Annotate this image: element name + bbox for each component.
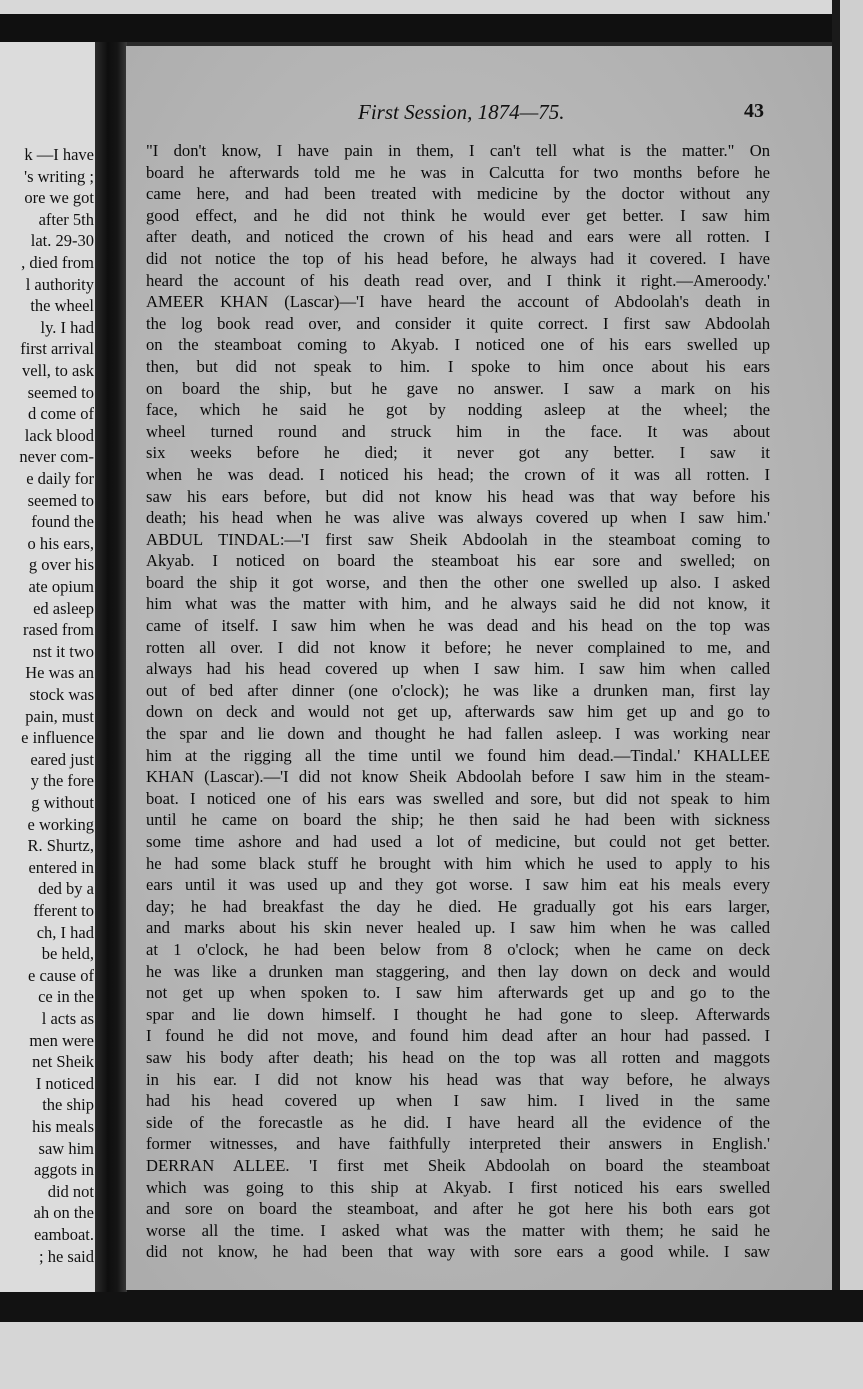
body-text-line: DERRAN ALLEE. 'I first met Sheik Abdoolah on board the steamboat [146,1155,770,1175]
left-page-line: lack blood [24,425,94,445]
body-text-line: spar and lie down himself. I thought he had gone to sleep. Afterwards [146,1004,770,1024]
left-page-line: after 5th [38,209,94,229]
left-page-line: nst it two [32,641,94,661]
book-gutter [95,42,127,1292]
left-page-line: , died from [21,253,94,272]
left-page-line: e daily for [26,469,94,488]
left-page-line: ate opium [28,577,94,596]
left-page-line: e working [27,814,94,834]
left-page-line: g without [31,793,94,812]
left-page-line: eamboat. [33,1225,94,1244]
body-text-line: the log book read over, and consider it quite correct. I first saw Abdoolah [146,313,770,333]
left-page-line: He was an [25,663,94,683]
body-text-line: saw his body after death; his head on the top was all rotten and maggots [146,1047,770,1067]
left-page-line: g over his [28,555,94,575]
left-page-line: ce in the [38,987,94,1007]
body-text-line: rotten all over. I did not know it before; he never complained to me, and [146,637,770,657]
body-text-line: saw his ears before, but did not know his head was that way before his [146,486,770,506]
body-text-line: when he was dead. I noticed his head; the crown of it was all rotten. I [146,464,770,484]
body-text-line: the spar and lie down and thought he had fallen asleep. I was working near [146,724,770,744]
body-text-line: boat. I noticed one of his ears was swelled and sore, but did not speak to him [146,788,770,808]
body-text-line: after death, and noticed the crown of his head and ears were all rotten. I [146,227,770,247]
left-page-line: found the [31,512,94,532]
left-page-line: his meals [32,1117,94,1136]
body-text-line: did not notice the top of his head before, he always had it covered. I have [146,248,770,268]
left-page-line: R. Shurtz, [27,836,94,856]
right-page [126,46,832,1290]
body-text-line: he had some black stuff he brought with him which he used to apply to his [146,853,770,873]
left-page-line: e cause of [28,965,94,985]
left-page-line: y the fore [30,771,94,791]
body-text-line: and marks about his skin never healed up. I saw him when he was called [146,918,770,938]
body-text-line: not get up when spoken to. I saw him afterwards get up and go to the [146,983,770,1003]
body-text-line: I found he did not move, and found him dead after an hour had passed. I [146,1026,770,1046]
left-page-line: seemed to [27,382,94,402]
body-text-line: on the steamboat coming to Akyab. I noticed one of his ears swelled up [146,335,770,355]
left-page-line: I noticed [35,1073,94,1093]
left-page-line: ; he said [39,1246,94,1266]
body-text-line: which was going to this ship at Akyab. I first noticed his ears swelled [146,1177,770,1197]
page-header [126,100,832,126]
body-text-line: "I don't know, I have pain in them, I can't tell what is the matter." On [146,141,770,160]
left-page-line: ly. I had [40,317,94,337]
scan-bottom-background [0,1322,863,1389]
body-text-line: ABDUL TINDAL:—'I first saw Sheik Abdoolah in the steamboat coming to [146,529,770,549]
body-text-line: out of bed after dinner (one o'clock); he was like a drunken man, first lay [146,680,770,700]
body-text-line: wheel turned round and struck him in the face. It was about [146,421,770,441]
scan-right-background [840,0,863,1389]
body-text-line: and sore on board the steamboat, and after he got here his both ears got [146,1199,770,1219]
scan-top-background [0,0,863,14]
body-text-line: then, but did not speak to him. I spoke to him once about his ears [146,356,770,376]
left-page-line: l authority [25,274,94,294]
left-page-line: men were [29,1030,94,1050]
left-page-fragment [0,42,98,1292]
left-page-line: e influence [21,728,94,748]
left-page-line: pain, must [25,706,94,726]
body-text-line: worse all the time. I asked what was the matter with them; he said he [146,1220,770,1240]
body-text-line: death; his head when he was alive was always covered up when I saw him.' [146,508,770,528]
left-page-line: did not [47,1181,94,1201]
left-page-line: seemed to [27,490,94,510]
page-body-text [146,140,770,1263]
left-page-line: the ship [42,1095,94,1115]
body-text-line: Akyab. I noticed on board the steamboat his ear sore and swelled; on [146,551,770,571]
left-page-line: never com- [19,447,94,467]
left-page-line: entered in [28,857,94,877]
left-page-line: ah on the [33,1203,94,1223]
body-text-line: day; he had breakfast the day he died. He gradually got his ears larger, [146,896,770,916]
body-text-line: in his ear. I did not know his head was that way before, he always [146,1069,770,1089]
body-text-line: good effect, and he did not think he would ever get better. I saw him [146,205,770,225]
left-page-line: 's writing ; [24,166,94,186]
left-page-line: the wheel [30,296,94,316]
body-text-line: board he afterwards told me he was in Calcutta for two months before he [146,162,770,182]
body-text-line: had his head covered up when I saw him. I lived in the same [146,1091,770,1111]
body-text-line: some time ashore and had used a lot of medicine, but could not get better. [146,832,770,851]
left-page-line: ore we got [24,188,94,208]
body-text-line: came of itself. I saw him when he was dead and his head on the top was [146,616,770,636]
body-text-line: on board the ship, but he gave no answer. I saw a mark on his [146,378,770,398]
body-text-line: heard the account of his death read over, and I think it right.—Ameroody.' [146,270,770,290]
left-page-line: saw him [38,1138,94,1158]
left-page-line: ch, I had [36,922,94,942]
left-page-line: d come of [28,404,94,424]
left-page-line: fferent to [33,901,94,920]
body-text-line: always had his head covered up when I saw him. I saw him when called [146,659,770,679]
left-page-line: net Sheik [32,1052,94,1072]
left-page-line: first arrival [20,339,94,359]
body-text-line: him what was the matter with him, and he always said he did not know, it [146,594,770,614]
body-text-line: side of the forecastle as he did. I have heard all the evidence of the [146,1112,770,1132]
body-text-line: board the ship it got worse, and then the other one swelled up also. I asked [146,572,770,592]
body-text-line: KHAN (Lascar).—'I did not know Sheik Abdoolah before I saw him in the steam- [146,767,770,787]
left-page-line: rased from [22,620,94,640]
page-number: 43 [744,100,764,122]
body-text-line: AMEER KHAN (Lascar)—'I have heard the account of Abdoolah's death in [146,292,770,312]
body-text-line: him at the rigging all the time until we found him dead.—Tindal.' KHALLEE [146,745,770,765]
left-page-line: k —I have [24,145,94,164]
left-page-line: ed asleep [33,598,94,618]
body-text-line: at 1 o'clock, he had been below from 8 o'clock; when he came on deck [146,939,770,959]
body-text-line: down on deck and would not get up, afterwards saw him get up and go to [146,702,770,722]
body-text-line: face, which he said he got by nodding asleep at the wheel; the [146,400,770,420]
body-text-line: until he came on board the ship; he then said he had been with sickness [146,810,770,830]
left-page-line: aggots in [33,1160,94,1180]
left-page-line: lat. 29-30 [30,231,94,251]
body-text-line: came here, and had been treated with medicine by the doctor without any [146,184,770,204]
left-page-line: ded by a [38,879,94,899]
session-title: First Session, 1874—75. [358,100,565,124]
left-page-line: stock was [29,685,94,704]
body-text-line: six weeks before he died; it never got any better. I saw it [146,443,770,463]
body-text-line: former witnesses, and have faithfully interpreted their answers in English.' [146,1134,770,1154]
body-text-line: did not know, he had been that way with sore ears a good while. I saw [146,1242,770,1262]
body-text-line: ears until it was used up and they got worse. I saw him eat his meals every [146,875,770,895]
left-page-line: vell, to ask [22,361,94,380]
left-page-line: be held, [41,944,94,964]
left-page-line: eared just [30,749,94,769]
left-page-line: l acts as [41,1009,94,1028]
body-text-line: he was like a drunken man staggering, and then lay down on deck and would [146,961,770,981]
left-page-line: o his ears, [27,533,94,553]
